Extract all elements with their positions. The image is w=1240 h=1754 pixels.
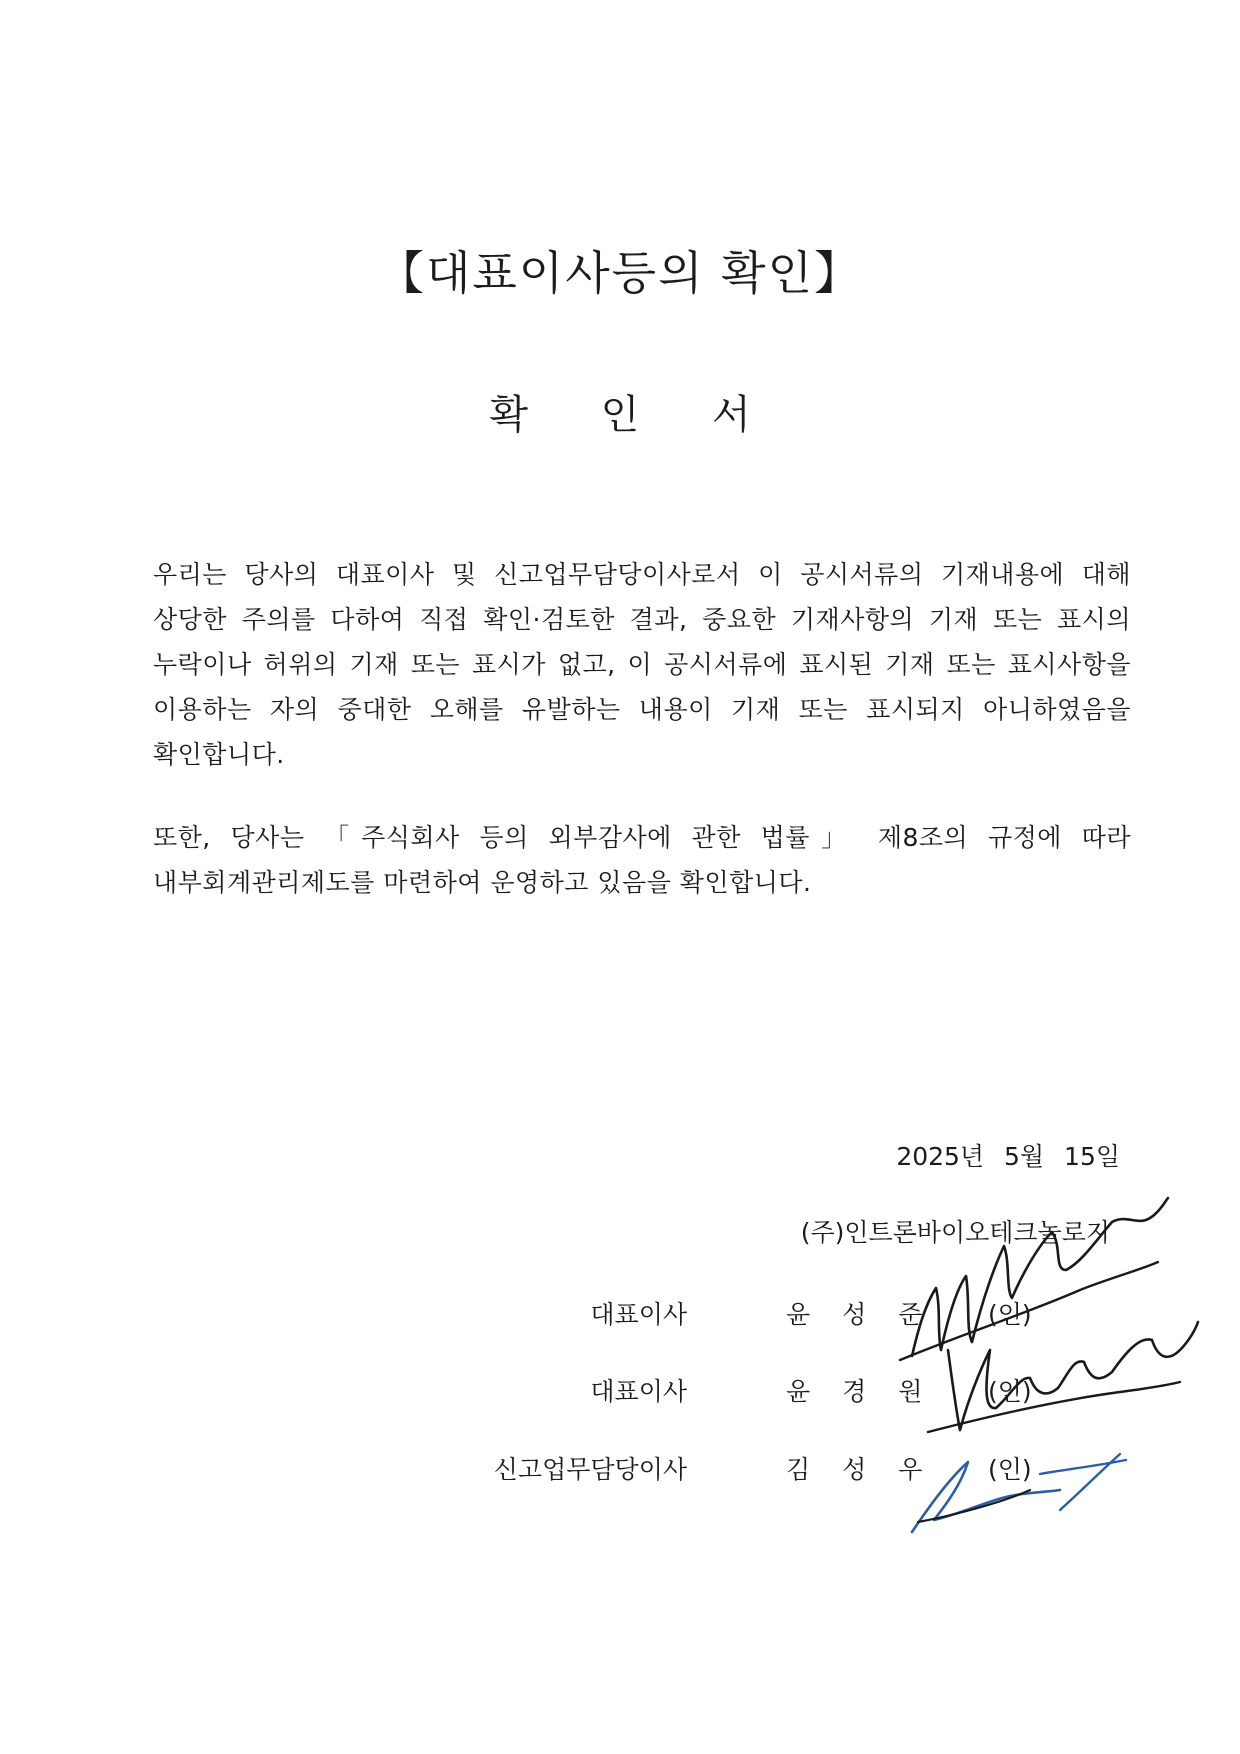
signatory-role: 신고업무담당이사 bbox=[493, 1455, 687, 1484]
document-title: 확 인 서 bbox=[489, 392, 781, 438]
signatory-row bbox=[0, 1295, 1240, 1335]
signatory-role: 대표이사 bbox=[590, 1377, 687, 1406]
signatory-name: 윤 경 원 bbox=[786, 1377, 935, 1406]
signatory-name: 김 성 우 bbox=[786, 1455, 935, 1484]
signatory-name: 윤 성 준 bbox=[786, 1300, 935, 1329]
company-name: (주)인트론바이오테크놀로지 bbox=[800, 1218, 1110, 1247]
section-heading: 【대표이사등의 확인】 bbox=[377, 246, 863, 300]
document-date: 2025년 5월 15일 bbox=[896, 1142, 1120, 1171]
signatory-role: 대표이사 bbox=[590, 1300, 687, 1329]
signature-director-loop bbox=[918, 1490, 1030, 1522]
signatory-row bbox=[0, 1372, 1240, 1412]
seal-mark: (인) bbox=[988, 1455, 1032, 1484]
seal-mark: (인) bbox=[988, 1300, 1032, 1329]
confirmation-paragraph: 우리는 당사의 대표이사 및 신고업무담당이사로서 이 공시서류의 기재내용에 대해 상당한 주의를 다하여 직접 확인·검토한 결과, 중요한 기재사항의 기재 또는 표시의 누락이나 허위의 기재 또는 표시가 없고, 이 공시서류에 표시된 기재 또는 표시사항을 이용하는 자의 중대한 오해를 유발하는 내용이 기재 또는 표시되지 아니하였음을 확인합니다. bbox=[153, 560, 1131, 769]
internal-control-paragraph: 또한, 당사는 「주식회사 등의 외부감사에 관한 법률」 제8조의 규정에 따라 내부회계관리제도를 마련하여 운영하고 있음을 확인합니다. bbox=[153, 823, 1131, 897]
signatory-row bbox=[0, 1450, 1240, 1490]
seal-mark: (인) bbox=[988, 1377, 1032, 1406]
